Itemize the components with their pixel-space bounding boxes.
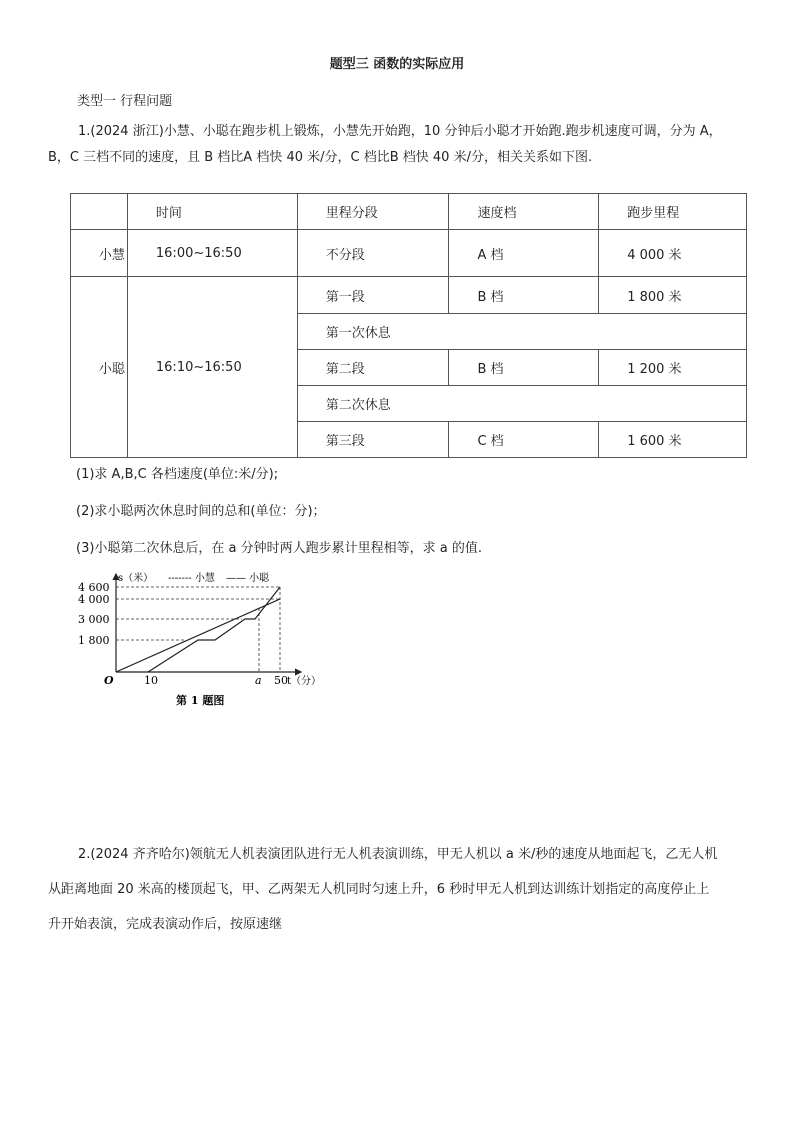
x-axis-label: t（分） [287, 676, 322, 687]
xiaocong-time: 16:10~16:50 [155, 359, 242, 375]
table-header-time: 时间 [155, 206, 182, 221]
table-header-distance: 跑步里程 [627, 206, 680, 221]
xiaohui-time: 16:00~16:50 [155, 245, 242, 261]
table-header-gear: 速度档 [477, 206, 517, 221]
page-title: 题型三 函数的实际应用 [329, 57, 465, 72]
xiaocong-gear-1: B 档 [477, 289, 504, 305]
table-row [71, 277, 747, 314]
xiaohui-name: 小慧 [98, 247, 125, 263]
xiaohui-name-cell [71, 230, 128, 277]
problem1-statement [48, 119, 748, 171]
table-header-row [71, 194, 747, 230]
xiaocong-distance-1: 1 800 米 [627, 289, 682, 305]
xiaocong-segment-1: 第一段 [325, 289, 365, 305]
legend-xiaohui: ------- 小慧 [168, 573, 215, 584]
xiaocong-rest-2: 第二次休息 [325, 398, 391, 413]
y-tick-1800: 1 800 [78, 634, 110, 647]
x-tick-10: 10 [144, 674, 158, 687]
legend-xiaocong: —— 小聪 [226, 573, 270, 584]
xiaocong-rest-1: 第一次休息 [325, 326, 391, 341]
problem1-line2: B，C 三档不同的速度，且 B 档比A 档快 40 米/分，C 档比B 档快 40 米/分，相关关系如下图. [48, 150, 593, 165]
xiaohui-segment: 不分段 [325, 247, 365, 263]
xiaohui-line [116, 599, 280, 672]
type-heading: 类型一 行程问题 [77, 94, 173, 109]
x-tick-a: a [255, 674, 262, 687]
figure-caption: 第 1 题图 [176, 694, 225, 707]
y-tick-3000: 3 000 [78, 613, 110, 626]
problem2-statement [48, 842, 748, 938]
xiaocong-gear-2: B 档 [477, 362, 504, 377]
guide-lines [116, 587, 280, 672]
problem2-line3: 升开始表演，完成表演动作后，按原速继 [48, 917, 283, 932]
xiaohui-gear: A 档 [477, 247, 504, 263]
xiaocong-name: 小聪 [98, 361, 125, 377]
xiaocong-line [148, 587, 280, 672]
xiaocong-distance-2: 1 200 米 [627, 362, 682, 377]
table-row [71, 230, 747, 277]
running-table [70, 193, 747, 458]
y-tick-4000: 4 000 [78, 593, 110, 606]
xiaocong-segment-3: 第三段 [325, 434, 365, 449]
xiaocong-distance-3: 1 600 米 [627, 434, 682, 449]
xiaohui-distance: 4 000 米 [627, 247, 682, 263]
y-axis-label: s（米） [118, 573, 154, 584]
x-tick-50: 50 [274, 674, 288, 687]
table-header-empty [71, 194, 128, 230]
question-1: (1)求 A,B,C 各档速度(单位:米/分); [76, 467, 279, 482]
xiaocong-segment-2: 第二段 [325, 362, 365, 377]
question-2: (2)求小聪两次休息时间的总和(单位：分)； [76, 504, 326, 519]
problem2-line1: 2.(2024 齐齐哈尔)领航无人机表演团队进行无人机表演训练，甲无人机以 a 米/秒的速度从地面起飞，乙无人机 [78, 847, 718, 862]
problem2-line2: 从距离地面 20 米高的楼顶起飞，甲、乙两架无人机同时匀速上升，6 秒时甲无人机到达训练计划指定的高度停止上 [48, 882, 710, 897]
y-tick-4600: 4 600 [78, 581, 110, 594]
xiaocong-gear-3: C 档 [477, 434, 504, 449]
xiaocong-name-cell [71, 277, 128, 458]
problem1-line1: 1.(2024 浙江)小慧、小聪在跑步机上锻炼，小慧先开始跑，10 分钟后小聪才开始跑.跑步机速度可调，分为 A， [78, 124, 722, 139]
distance-time-graph [76, 568, 336, 713]
question-3: (3)小聪第二次休息后，在 a 分钟时两人跑步累计里程相等，求 a 的值. [76, 541, 483, 556]
table-header-segment: 里程分段 [325, 206, 378, 221]
origin-label: O [104, 674, 114, 687]
